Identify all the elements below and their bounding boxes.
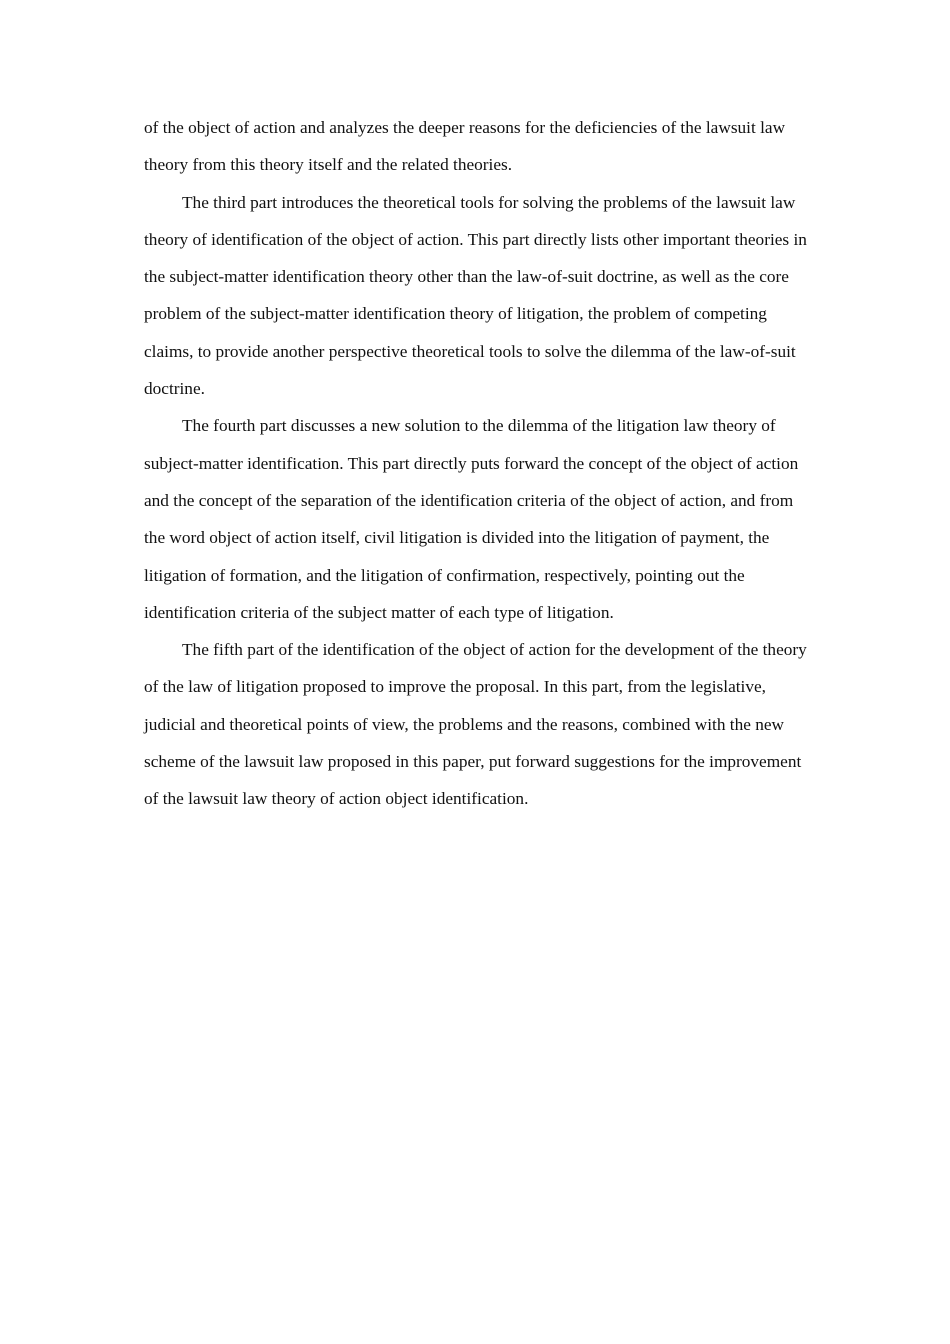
paragraph-fifth-part: The fifth part of the identification of the object of action for the development of the theory of the law of litigation proposed to improve the proposal. In this part, from the legislative, judicial and theoretical points of view, the problems and the reasons, combined with the new scheme of the lawsuit law proposed in this paper, put forward suggestions for the improvement of the lawsuit law theory of action object identification.: [144, 640, 807, 809]
body-text: [144, 109, 810, 818]
paragraph-third-part: The third part introduces the theoretical tools for solving the problems of the lawsuit law theory of identification of the object of action. This part directly lists other important theories in the subject-matter identification theory other than the law-of-suit doctrine, as well as the core problem of the subject-matter identification theory of litigation, the problem of competing claims, to provide another perspective theoretical tools to solve the dilemma of the law-of-suit doctrine.: [144, 192, 807, 399]
paragraph-fourth-part: The fourth part discusses a new solution to the dilemma of the litigation law theory of subject-matter identification. This part directly puts forward the concept of the object of action and the concept of the separation of the identification criteria of the object of action, and from the word object of action itself, civil litigation is divided into the litigation of payment, the litigation of formation, and the litigation of confirmation, respectively, pointing out the identification criteria of the subject matter of each type of litigation.: [144, 416, 799, 622]
paragraph-continuation: of the object of action and analyzes the deeper reasons for the deficiencies of the lawsuit law theory from this theory itself and the related theories.: [144, 118, 786, 175]
